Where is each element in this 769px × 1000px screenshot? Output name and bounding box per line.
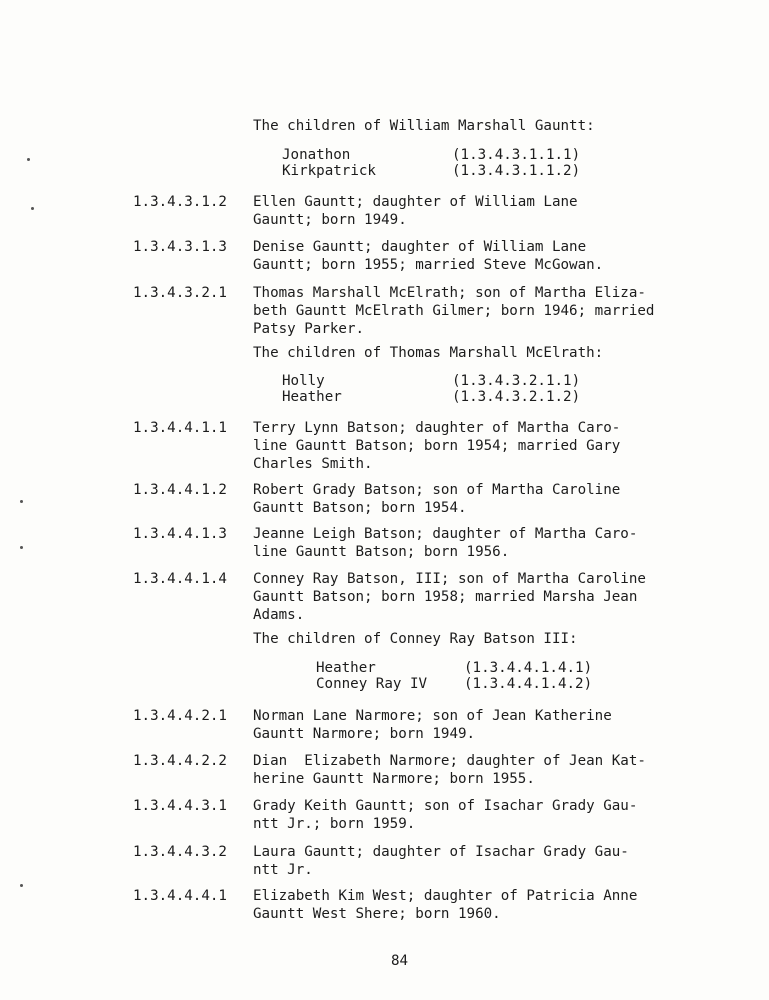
child-name: Conney Ray IV (316, 676, 428, 692)
child-name: Holly (282, 373, 325, 389)
entry-line: Gauntt Narmore; born 1949. (253, 726, 476, 742)
entry-number: 1.3.4.3.1.3 (133, 239, 227, 255)
entry-number: 1.3.4.4.1.1 (133, 420, 227, 436)
entry-line: Terry Lynn Batson; daughter of Martha Caro- (253, 420, 621, 436)
entry-number: 1.3.4.4.4.1 (133, 888, 227, 904)
entry-line: Conney Ray Batson, III; son of Martha Caroline (253, 571, 646, 587)
entry-line: line Gauntt Batson; born 1956. (253, 544, 510, 560)
children-heading-thomas: The children of Thomas Marshall McElrath: (253, 345, 604, 361)
scan-speck (20, 884, 23, 887)
child-number: (1.3.4.3.2.1.1) (452, 373, 581, 389)
entry-number: 1.3.4.4.3.1 (133, 798, 227, 814)
entry-line: beth Gauntt McElrath Gilmer; born 1946; married (253, 303, 655, 319)
scan-speck (20, 546, 23, 549)
entry-line: Ellen Gauntt; daughter of William Lane (253, 194, 578, 210)
entry-line: ntt Jr. (253, 862, 313, 878)
entry-number: 1.3.4.4.1.4 (133, 571, 227, 587)
entry-line: herine Gauntt Narmore; born 1955. (253, 771, 535, 787)
page-number: 84 (391, 953, 409, 969)
entry-line: Robert Grady Batson; son of Martha Caroline (253, 482, 621, 498)
child-number: (1.3.4.4.1.4.2) (464, 676, 593, 692)
entry-line: ntt Jr.; born 1959. (253, 816, 416, 832)
entry-line: Gauntt; born 1955; married Steve McGowan. (253, 257, 604, 273)
entry-line: Laura Gauntt; daughter of Isachar Grady Gau- (253, 844, 629, 860)
scan-speck (31, 207, 34, 210)
entry-line: Gauntt Batson; born 1954. (253, 500, 467, 516)
entry-line: Denise Gauntt; daughter of William Lane (253, 239, 587, 255)
entry-line: Gauntt Batson; born 1958; married Marsha Jean (253, 589, 638, 605)
children-heading-conney: The children of Conney Ray Batson III: (253, 631, 578, 647)
child-number: (1.3.4.3.1.1.2) (452, 163, 581, 179)
child-name: Jonathon (282, 147, 351, 163)
entry-line: Grady Keith Gauntt; son of Isachar Grady Gau- (253, 798, 638, 814)
entry-number: 1.3.4.4.3.2 (133, 844, 227, 860)
entry-line: Thomas Marshall McElrath; son of Martha Eliza- (253, 285, 646, 301)
entry-line: Adams. (253, 607, 305, 623)
entry-line: Elizabeth Kim West; daughter of Patricia Anne (253, 888, 638, 904)
child-number: (1.3.4.3.1.1.1) (452, 147, 581, 163)
child-number: (1.3.4.4.1.4.1) (464, 660, 593, 676)
entry-line: Jeanne Leigh Batson; daughter of Martha Caro- (253, 526, 638, 542)
child-number: (1.3.4.3.2.1.2) (452, 389, 581, 405)
entry-number: 1.3.4.3.1.2 (133, 194, 227, 210)
entry-number: 1.3.4.4.1.2 (133, 482, 227, 498)
child-name: Kirkpatrick (282, 163, 376, 179)
entry-line: Gauntt; born 1949. (253, 212, 407, 228)
entry-line: Norman Lane Narmore; son of Jean Katherine (253, 708, 612, 724)
entry-line: Gauntt West Shere; born 1960. (253, 906, 501, 922)
entry-line: Patsy Parker. (253, 321, 365, 337)
entry-number: 1.3.4.4.2.2 (133, 753, 227, 769)
children-heading-william: The children of William Marshall Gauntt: (253, 118, 595, 134)
entry-line: line Gauntt Batson; born 1954; married Gary (253, 438, 621, 454)
child-name: Heather (316, 660, 376, 676)
entry-line: Charles Smith. (253, 456, 373, 472)
scan-speck (20, 500, 23, 503)
entry-number: 1.3.4.4.2.1 (133, 708, 227, 724)
entry-line: Dian Elizabeth Narmore; daughter of Jean Kat- (253, 753, 646, 769)
scan-speck (27, 158, 30, 161)
entry-number: 1.3.4.4.1.3 (133, 526, 227, 542)
entry-number: 1.3.4.3.2.1 (133, 285, 227, 301)
child-name: Heather (282, 389, 342, 405)
